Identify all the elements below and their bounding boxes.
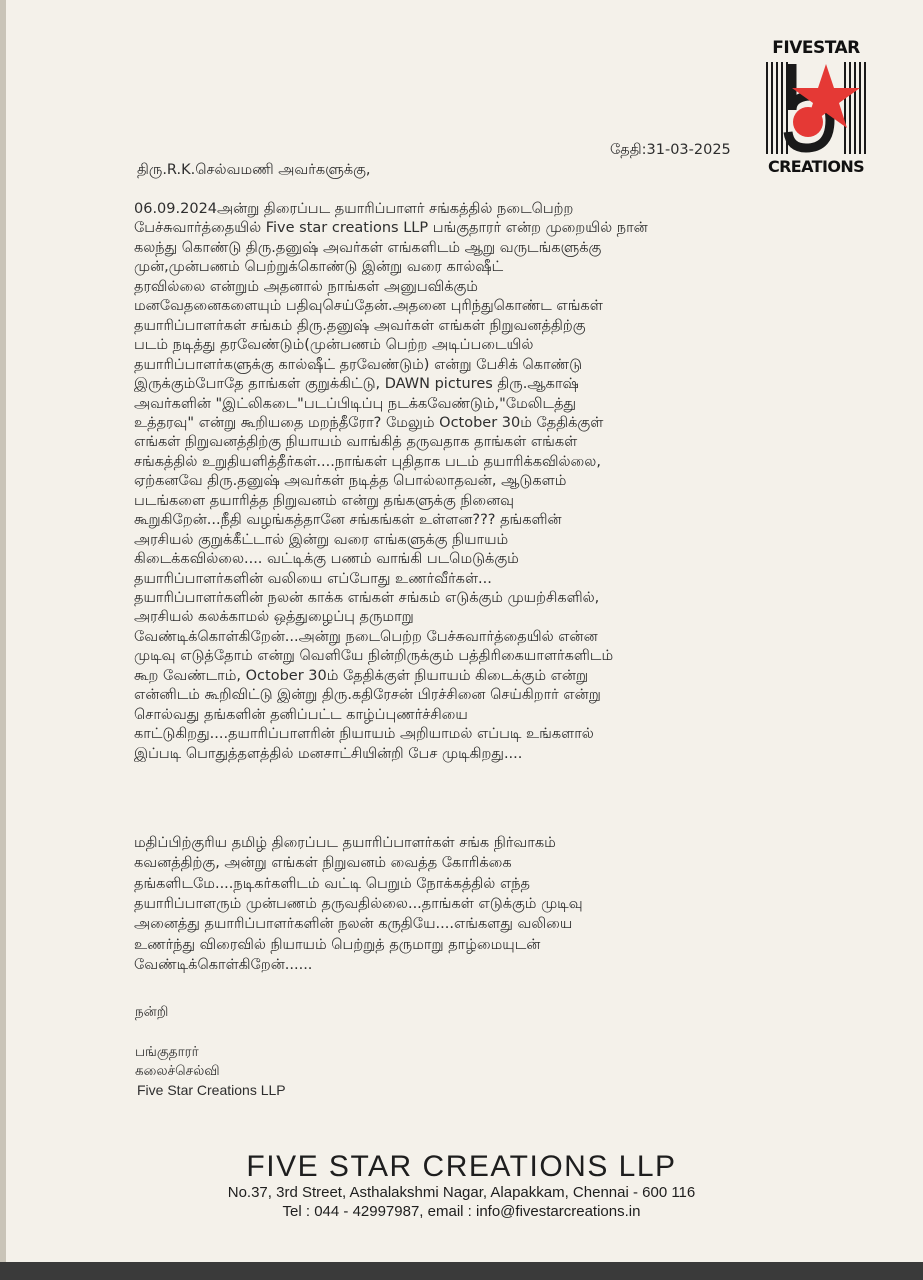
logo-bottom-text: CREATIONS (767, 157, 865, 176)
signoff-role: பங்குதாரர் (135, 1044, 199, 1060)
paragraph1-line: அரசியல் குறுக்கீட்டால் இன்று வரை எங்களுக்கு நியாயம் (134, 531, 509, 548)
paragraph1-line: காட்டுகிறது....தயாரிப்பாளரின் நியாயம் அறியாமல் எப்படி உங்களால் (134, 726, 594, 743)
paragraph1-line: பேச்சுவார்த்தையில் Five star creations LLP பங்குதாரர் என்ற முறையில் நான் (134, 220, 648, 237)
letter-thanks: நன்றி (135, 1004, 169, 1020)
paragraph1-line: இருக்கும்போதே தாங்கள் குறுக்கிட்டு, DAWN pictures திரு.ஆகாஷ் (134, 376, 579, 393)
paragraph1-line: எங்கள் நிறுவனத்திற்கு நியாயம் வாங்கித் தருவதாக தாங்கள் எங்கள் (134, 434, 578, 451)
paragraph1-line: வேண்டிக்கொள்கிறேன்...அன்று நடைபெற்ற பேச்சுவார்த்தையில் என்ன (134, 628, 598, 645)
paragraph2-line: வேண்டிக்கொள்கிறேன்...... (134, 956, 313, 973)
paragraph2-line: கவனத்திற்கு, அன்று எங்கள் நிறுவனம் வைத்த கோரிக்கை (134, 855, 512, 872)
footer-contact: Tel : 044 - 42997987, email : info@fivestarcreations.in (282, 1203, 641, 1220)
footer-address: No.37, 3rd Street, Asthalakshmi Nagar, Alapakkam, Chennai - 600 116 (227, 1184, 696, 1201)
page-edge-shadow (0, 0, 6, 1280)
paragraph1-line: கலந்து கொண்டு திரு.தனுஷ் அவர்கள் எங்களிடம் ஆறு வருடங்களுக்கு (134, 239, 602, 256)
paragraph1-line: இப்படி பொதுத்தளத்தில் மனசாட்சியின்றி பேச முடிகிறது.... (134, 745, 523, 762)
five-star-logo-icon (764, 58, 868, 158)
paragraph1-line: தயாரிப்பாளர்களுக்கு கால்ஷீட் தரவேண்டும்) என்று பேசிக் கொண்டு (134, 356, 583, 373)
paragraph2-line: அனைத்து தயாரிப்பாளர்களின் நலன் கருதியே....எங்களது வலியை (134, 916, 573, 933)
paragraph1-line: சங்கத்தில் உறுதியளித்தீர்கள்....நாங்கள் புதிதாக படம் தயாரிக்கவில்லை, (134, 453, 601, 470)
paragraph1-line: 06.09.2024அன்று திரைப்பட தயாரிப்பாளர் சங்கத்தில் நடைபெற்ற (134, 201, 574, 217)
logo-dot (793, 107, 823, 137)
paragraph1-line: மனவேதனைகளையும் பதிவுசெய்தேன்.அதனை புரிந்துகொண்ட எங்கள் (134, 298, 603, 315)
paragraph1-line: அவர்களின் "இட்லிகடை"படப்பிடிப்பு நடக்கவேண்டும்,"மேலிடத்து (134, 395, 577, 412)
paragraph1-line: கூறுகிறேன்...நீதி வழங்கத்தானே சங்கங்கள் உள்ளன??? தங்களின் (134, 512, 562, 529)
paragraph1-line: முடிவு எடுத்தோம் என்று வெளியே நின்றிருக்கும் பத்திரிகையாளர்களிடம் (134, 648, 614, 665)
signoff-company: Five Star Creations LLP (137, 1082, 286, 1098)
paragraph1-line: அரசியல் கலக்காமல் ஒத்துழைப்பு தருமாறு (134, 609, 414, 626)
paragraph2-line: உணர்ந்து விரைவில் நியாயம் பெற்றுத் தருமாறு தாழ்மையுடன் (134, 936, 541, 953)
paragraph2-line: மதிப்பிற்குரிய தமிழ் திரைப்பட தயாரிப்பாளர்கள் சங்க நிர்வாகம் (134, 835, 556, 851)
paragraph1-line: தயாரிப்பாளர்களின் வலியை எப்போது உணர்வீர்கள்... (134, 570, 492, 587)
paragraph1-line: ஏற்கனவே திரு.தனுஷ் அவர்கள் நடித்த பொல்லாதவன், ஆடுகளம் (134, 473, 567, 490)
signoff-name: கலைச்செல்வி (135, 1063, 220, 1079)
letter-salutation: திரு.R.K.செல்வமணி அவர்களுக்கு, (137, 162, 371, 178)
paragraph1-line: கிடைக்கவில்லை.... வட்டிக்கு பணம் வாங்கி படமெடுக்கும் (134, 551, 519, 568)
paragraph1-line: கூற வேண்டாம், October 30ம் தேதிக்குள் நியாயம் கிடைக்கும் என்று (134, 667, 589, 684)
paragraph1-line: என்னிடம் கூறிவிட்டு இன்று திரு.கதிரேசன் பிரச்சினை செய்கிறார் என்று (134, 687, 601, 704)
paragraph1-line: தயாரிப்பாளர்கள் சங்கம் திரு.தனுஷ் அவர்கள் எங்கள் நிறுவனத்திற்கு (134, 317, 586, 334)
paragraph1-line: உத்தரவு" என்று கூறியதை மறந்தீரோ? மேலும் October 30ம் தேதிக்குள் (134, 414, 604, 431)
paragraph2-line: தங்களிடமே....நடிகர்களிடம் வட்டி பெறும் நோக்கத்தில் எந்த (134, 875, 531, 892)
page-bottom-edge (0, 1262, 923, 1280)
letter-date: தேதி:31-03-2025 (610, 142, 731, 158)
paragraph1-line: படங்களை தயாரித்த நிறுவனம் என்று தங்களுக்கு நினைவு (134, 492, 515, 509)
paragraph1-line: முன்,முன்பணம் பெற்றுக்கொண்டு இன்று வரை கால்ஷீட் (134, 259, 504, 276)
paragraph1-line: படம் நடித்து தரவேண்டும்(முன்பணம் பெற்ற அடிப்படையில் (134, 337, 534, 354)
paragraph1-line: தரவில்லை என்றும் அதனால் நாங்கள் அனுபவிக்கும் (134, 278, 478, 295)
paragraph1-line: தயாரிப்பாளர்களின் நலன் காக்க எங்கள் சங்கம் எடுக்கும் முயற்சிகளில், (134, 590, 600, 606)
footer-company-name: FIVE STAR CREATIONS LLP (246, 1150, 677, 1183)
paragraph1-line: சொல்வது தங்களின் தனிப்பட்ட காழ்ப்புணர்ச்சியை (134, 706, 468, 723)
paragraph2-line: தயாரிப்பாளரும் முன்பணம் தருவதில்லை...தாங்கள் எடுக்கும் முடிவு (134, 895, 583, 912)
company-logo (764, 38, 868, 180)
logo-top-text: FIVESTAR (772, 38, 860, 58)
